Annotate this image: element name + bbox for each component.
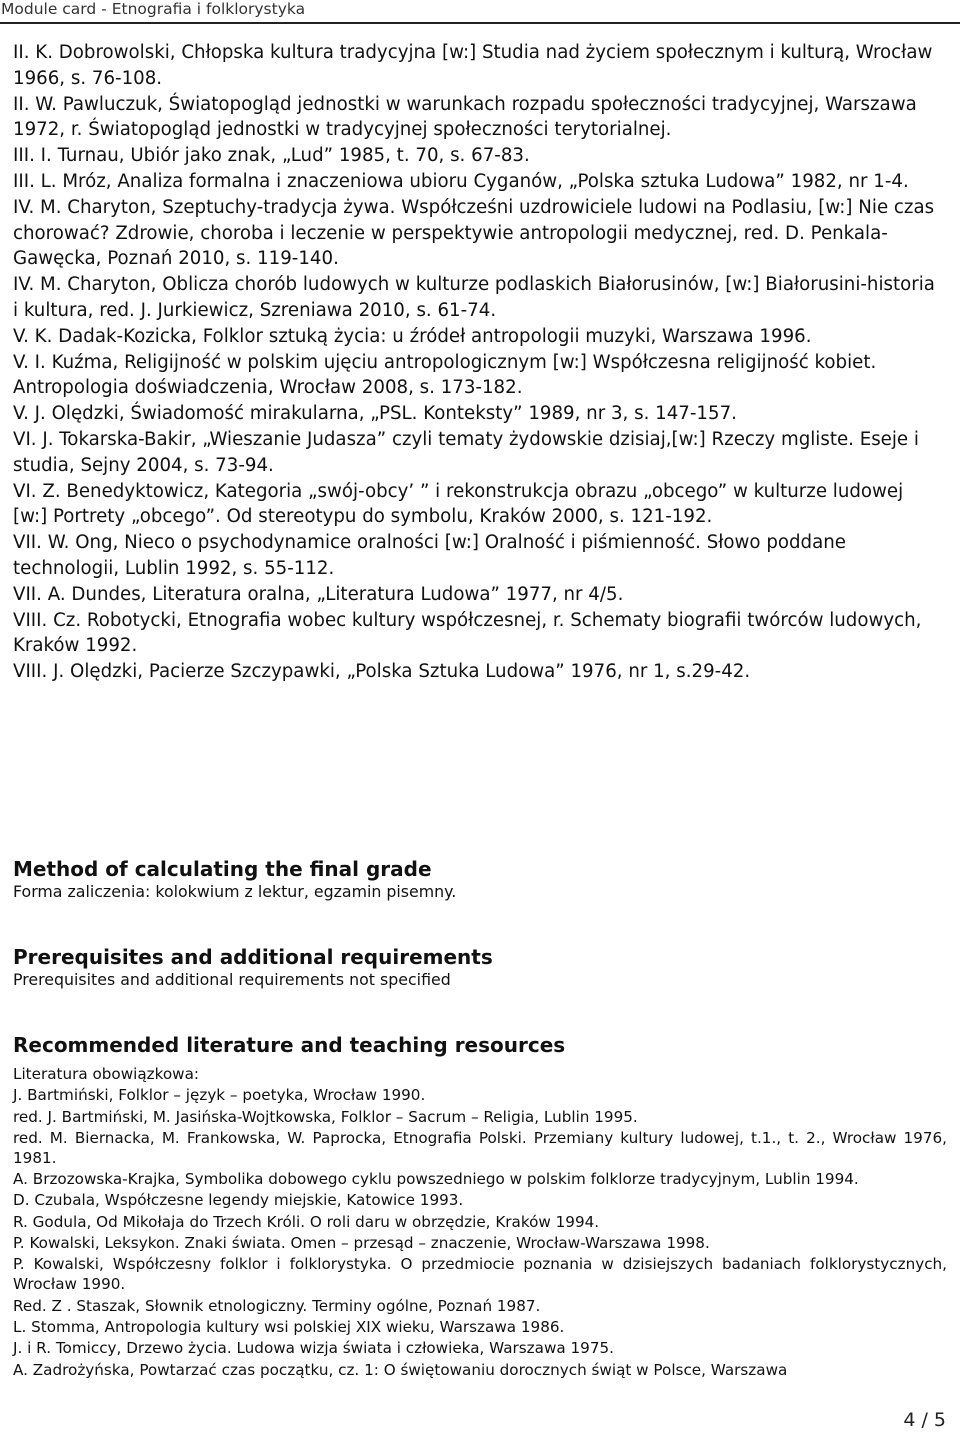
literature-label: Literatura obowiązkowa: <box>13 1065 200 1083</box>
final-grade-section <box>13 856 948 902</box>
bibliography-item: IV. M. Charyton, Szeptuchy-tradycja żywa. Współcześni uzdrowiciele ludowi na Podlasiu, [w:] Nie czas chorować? Zdrowie, choroba i leczenie w perspektywie antropologii medycznej, red. D. Penkala-Gawęcka, Poznań 2010, s. 119-140. <box>13 196 935 270</box>
module-sections <box>13 856 948 1381</box>
prerequisites-heading: Prerequisites and additional requirements <box>13 945 493 969</box>
literature-heading: Recommended literature and teaching resources <box>13 1033 566 1057</box>
bibliography-item: VIII. Cz. Robotycki, Etnografia wobec kultury współczesnej, r. Schematy biografii twórców ludowych, Kraków 1992. <box>13 609 922 657</box>
bibliography-item: IV. M. Charyton, Oblicza chorób ludowych w kulturze podlaskich Białorusinów, [w:] Białorusini-historia i kultura, red. J. Jurkiewicz, Szreniawa 2010, s. 61-74. <box>13 274 935 321</box>
bibliography-item: VI. Z. Benedyktowicz, Kategoria „swój-obcy’ ” i rekonstrukcja obrazu „obcego” w kulturze ludowej [w:] Portrety „obcego”. Od stereotypu do symbolu, Kraków 2000, s. 121-192. <box>13 480 904 528</box>
literature-item: Red. Z . Staszak, Słownik etnologiczny. Terminy ogólne, Poznań 1987. <box>13 1296 541 1315</box>
bibliography-item: V. J. Olędzki, Świadomość mirakularna, „PSL. Konteksty” 1989, nr 3, s. 147-157. <box>13 403 737 425</box>
bibliography-item: VII. W. Ong, Nieco o psychodynamice oralności [w:] Oralność i piśmienność. Słowo poddane technologii, Lublin 1992, s. 55-112. <box>13 532 846 579</box>
literature-item: R. Godula, Od Mikołaja do Trzech Króli. O roli daru w obrzędzie, Kraków 1994. <box>13 1212 600 1231</box>
bibliography-item: II. K. Dobrowolski, Chłopska kultura tradycyjna [w:] Studia nad życiem społecznym i kulturą, Wrocław 1966, s. 76-108. <box>13 42 933 89</box>
literature-item: A. Brzozowska-Krajka, Symbolika dobowego cyklu powszedniego w polskim folklorze tradycyjnym, Lublin 1994. <box>13 1170 859 1189</box>
literature-item: A. Zadrożyńska, Powtarzać czas początku, cz. 1: O świętowaniu dorocznych świąt w Polsce, Warszawa <box>13 1360 788 1379</box>
bibliography-item: III. I. Turnau, Ubiór jako znak, „Lud” 1985, t. 70, s. 67-83. <box>13 145 530 167</box>
final-grade-heading: Method of calculating the final grade <box>13 857 432 881</box>
literature-item: D. Czubala, Współczesne legendy miejskie, Katowice 1993. <box>13 1191 464 1210</box>
literature-item: J. i R. Tomiccy, Drzewo życia. Ludowa wizja świata i człowieka, Warszawa 1975. <box>13 1339 614 1358</box>
literature-item: red. M. Biernacka, M. Frankowska, W. Paprocka, Etnografia Polski. Przemiany kultury ludowej, t.1., t. 2., Wrocław 1976, 1981. <box>13 1128 947 1167</box>
literature-item: red. J. Bartmiński, M. Jasińska-Wojtkowska, Folklor – Sacrum – Religia, Lublin 1995. <box>13 1107 638 1126</box>
literature-item: P. Kowalski, Leksykon. Znaki świata. Omen – przesąd – znaczenie, Wrocław-Warszawa 1998. <box>13 1234 710 1253</box>
bibliography-list <box>13 40 938 685</box>
bibliography-item: VIII. J. Olędzki, Pacierze Szczypawki, „Polska Sztuka Ludowa” 1976, nr 1, s.29-42. <box>13 661 751 683</box>
literature-item: P. Kowalski, Współczesny folklor i folklorystyka. O przedmiocie poznania w dzisiejszych badaniach folklorystycznych, Wrocław 1990. <box>13 1255 947 1294</box>
bibliography-item: V. I. Kuźma, Religijność w polskim ujęciu antropologicznym [w:] Współczesna religijność kobiet. Antropologia doświadczenia, Wrocław 2008, s. 173-182. <box>13 351 877 399</box>
literature-item: L. Stomma, Antropologia kultury wsi polskiej XIX wieku, Warszawa 1986. <box>13 1317 565 1336</box>
header-divider <box>0 22 960 24</box>
bibliography-item: VI. J. Tokarska-Bakir, „Wieszanie Judasza” czyli tematy żydowskie dzisiaj,[w:] Rzeczy mgliste. Eseje i studia, Sejny 2004, s. 73-94. <box>13 428 919 476</box>
final-grade-text: Forma zaliczenia: kolokwium z lektur, egzamin pisemny. <box>13 882 457 901</box>
bibliography-item: V. K. Dadak-Kozicka, Folklor sztuką życia: u źródeł antropologii muzyki, Warszawa 1996. <box>13 325 812 347</box>
literature-item: J. Bartmiński, Folklor – język – poetyka, Wrocław 1990. <box>13 1086 426 1105</box>
page-number: 4 / 5 <box>903 1409 946 1431</box>
literature-section <box>13 1032 948 1380</box>
bibliography-item: II. W. Pawluczuk, Światopogląd jednostki w warunkach rozpadu społeczności tradycyjnej, Warszawa 1972, r. Światopogląd jednostki w tradycyjnej społeczności terytorialnej. <box>13 93 917 141</box>
prerequisites-section <box>13 944 948 990</box>
bibliography-item: III. L. Mróz, Analiza formalna i znaczeniowa ubioru Cyganów, „Polska sztuka Ludowa” 1982, nr 1-4. <box>13 170 909 192</box>
prerequisites-text: Prerequisites and additional requirements not specified <box>13 970 451 989</box>
page-header-title: Module card - Etnografia i folklorystyka <box>1 0 306 18</box>
literature-list <box>13 1064 947 1380</box>
bibliography-item: VII. A. Dundes, Literatura oralna, „Literatura Ludowa” 1977, nr 4/5. <box>13 583 624 605</box>
